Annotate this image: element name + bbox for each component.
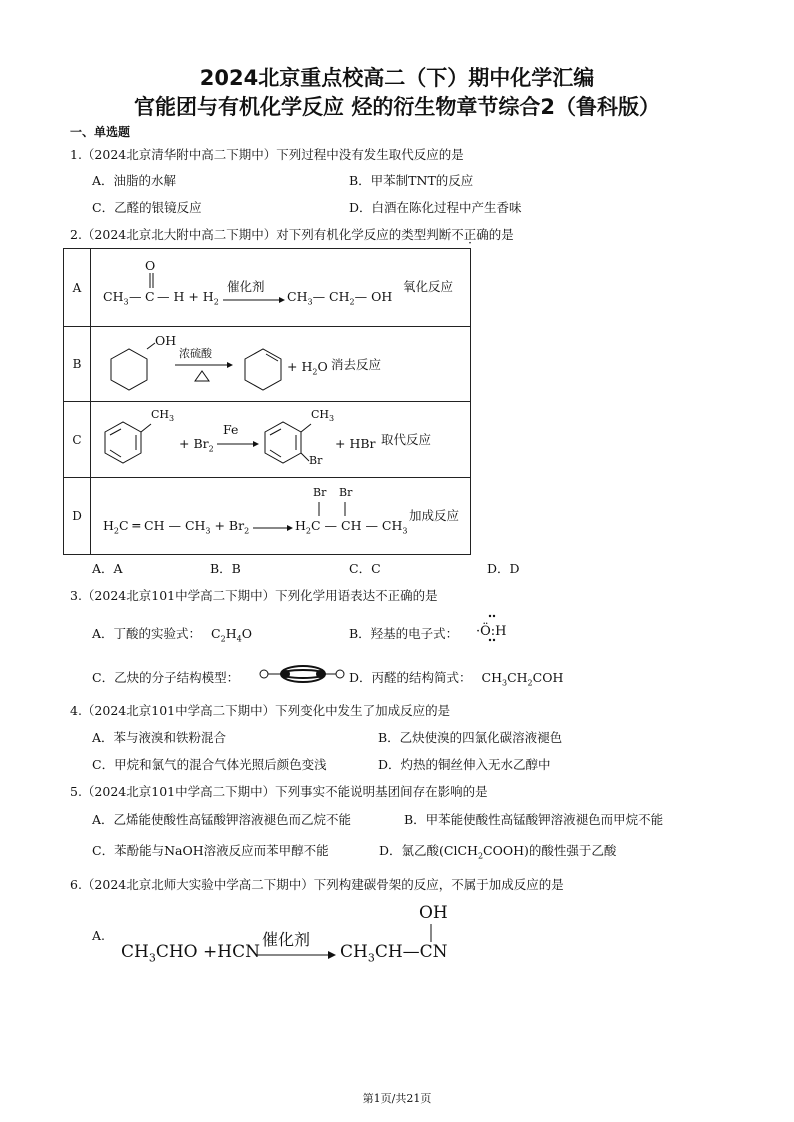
row-label-a: A: [64, 249, 91, 327]
electron-formula: ·Ö:H: [476, 624, 507, 639]
q2-stem: [70, 225, 514, 243]
row-label-d: D: [64, 478, 91, 555]
q5-option-b[interactable]: B．甲苯能使酸性高锰酸钾溶液褪色而甲烷不能: [404, 812, 664, 827]
q6-stem: 6.（2024北京北师大实验中学高二下期中）下列构建碳骨架的反应，不属于加成反应的是: [70, 877, 564, 892]
heat-arrow-icon: [175, 361, 233, 385]
reaction-d: [91, 478, 471, 555]
q5-option-d[interactable]: D．氯乙酸(ClCH$_2$COOH)的酸性强于乙酸: [379, 843, 617, 861]
q1-option-d[interactable]: D．白酒在陈化过程中产生香味: [349, 200, 522, 215]
reaction-b: [91, 327, 471, 402]
q1-stem: 1.（2024北京清华附中高二下期中）下列过程中没有发生取代反应的是: [70, 147, 464, 162]
doc-title-line2: 官能团与有机化学反应 烃的衍生物章节综合2（鲁科版）: [134, 95, 660, 119]
q2-stem-post: 确的是: [476, 227, 514, 242]
bond: —: [129, 289, 142, 304]
q4-option-c[interactable]: C．甲烷和氯气的混合气体光照后颜色变浅: [92, 757, 327, 772]
q3-option-d[interactable]: [349, 668, 563, 688]
ethyne-model-icon: [258, 663, 348, 685]
type-c: 取代反应: [381, 432, 432, 447]
reaction-a: [91, 249, 471, 327]
cyclohexanol-icon: [101, 341, 161, 393]
q2-option-a[interactable]: A．A: [92, 561, 123, 576]
q6-catalyst: 催化剂: [262, 930, 311, 949]
q5-d-pre: D．氯乙酸(ClCH: [379, 843, 478, 858]
type-d: 加成反应: [409, 508, 460, 523]
electron-dots-icon: [478, 614, 508, 644]
q2-option-b[interactable]: B．B: [210, 561, 241, 576]
q2-stem-pre: 2.（2024北京北大附中高二下期中）对下列有机化学反应的类型判断不: [70, 227, 464, 242]
q2-stem-emphasis: 正: [463, 227, 477, 242]
dibromopropane: $H_2C$ — CH — $CH_3$: [295, 518, 408, 536]
type-a: 氧化反应: [403, 279, 454, 294]
q3-option-c[interactable]: C．乙炔的分子结构模型：: [92, 670, 240, 685]
q2-option-c[interactable]: C．C: [349, 561, 381, 576]
catalyst-c: Fe: [223, 422, 239, 437]
q4-option-d[interactable]: D．灼热的铜丝伸入无水乙醇中: [378, 757, 551, 772]
page-footer: 第1页/共21页: [362, 1092, 432, 1105]
hbr: + HBr: [335, 436, 376, 451]
type-b: 消去反应: [331, 357, 382, 372]
q6-product: $CH_3CH—CN$: [340, 942, 448, 965]
reactant-ch3: $CH_3$: [103, 289, 129, 307]
cyclohexene-icon: [235, 341, 287, 393]
br-label: Br: [309, 454, 323, 467]
oxygen: O: [145, 258, 156, 273]
q6-reactants: $CH_3CHO +HCN$: [121, 942, 260, 965]
doc-title-line1: 2024北京重点校高二（下）期中化学汇编: [199, 66, 595, 90]
ch3-label: $CH_3$: [151, 408, 175, 424]
br-top-1: Br: [313, 486, 327, 499]
catalyst-a: 催化剂: [227, 279, 265, 294]
arrow-icon: [217, 440, 259, 448]
arrow-icon: [223, 296, 285, 304]
q4-stem: 4.（2024北京101中学高二下期中）下列变化中发生了加成反应的是: [70, 703, 451, 718]
q5-option-a[interactable]: A．乙烯能使酸性高锰酸钾溶液褪色而乙烷不能: [92, 812, 352, 827]
bond-line-icon: [429, 924, 433, 944]
arrow-icon: [253, 524, 293, 532]
br-top-2: Br: [339, 486, 353, 499]
h-atom: — $H + H_2$: [157, 289, 219, 307]
arrow-icon: [256, 950, 336, 960]
reaction-table: [63, 248, 471, 555]
carbon: C: [145, 289, 155, 304]
q1-option-a[interactable]: A．油脂的水解: [92, 173, 177, 188]
row-label-c: C: [64, 402, 91, 478]
formula-propanal: $CH_3CH_2COH$: [481, 670, 564, 688]
q1-option-c[interactable]: C．乙醛的银镜反应: [92, 200, 202, 215]
oh-label: OH: [155, 333, 177, 348]
q4-option-b[interactable]: B．乙炔使溴的四氯化碳溶液褪色: [378, 730, 563, 745]
q3-a-text: A．丁酸的实验式：: [92, 626, 202, 641]
q1-option-b[interactable]: B．甲苯制TNT的反应: [349, 173, 474, 188]
formula-c2h4o: $C_2H_4O$: [211, 626, 252, 644]
section-heading: 一、单选题: [70, 125, 131, 139]
row-label-b: B: [64, 327, 91, 402]
water: + $H_2O$: [287, 359, 328, 377]
catalyst-b: 浓硫酸: [179, 347, 212, 360]
ch3-label-product: $CH_3$: [311, 408, 335, 424]
reaction-c: [91, 402, 471, 478]
q3-option-a[interactable]: [92, 624, 252, 644]
q3-b-text: B．羟基的电子式：: [349, 626, 459, 641]
double-bond-icon: [149, 273, 155, 289]
bond-lines-icon: [318, 502, 348, 518]
q3-d-text: D．丙醛的结构简式：: [349, 670, 472, 685]
q2-option-d[interactable]: D．D: [487, 561, 520, 576]
product-a: $CH_3—$ $CH_2—$ OH: [287, 289, 393, 307]
q3-option-b[interactable]: [349, 624, 458, 642]
q3-stem: 3.（2024北京101中学高二下期中）下列化学用语表达不正确的是: [70, 588, 438, 603]
q6-oh: OH: [419, 903, 448, 923]
q5-d-post: COOH)的酸性强于乙酸: [483, 843, 617, 858]
q5-option-c[interactable]: C．苯酚能与NaOH溶液反应而苯甲醇不能: [92, 843, 329, 858]
bromine: + $Br_2$: [179, 436, 214, 454]
q5-stem: 5.（2024北京101中学高二下期中）下列事实不能说明基团间存在影响的是: [70, 784, 488, 799]
propene: $H_2C$ ═ CH — $CH_3 + Br_2$: [103, 518, 250, 536]
q6-option-a[interactable]: A.: [92, 928, 106, 943]
q4-option-a[interactable]: A．苯与液溴和铁粉混合: [92, 730, 227, 745]
